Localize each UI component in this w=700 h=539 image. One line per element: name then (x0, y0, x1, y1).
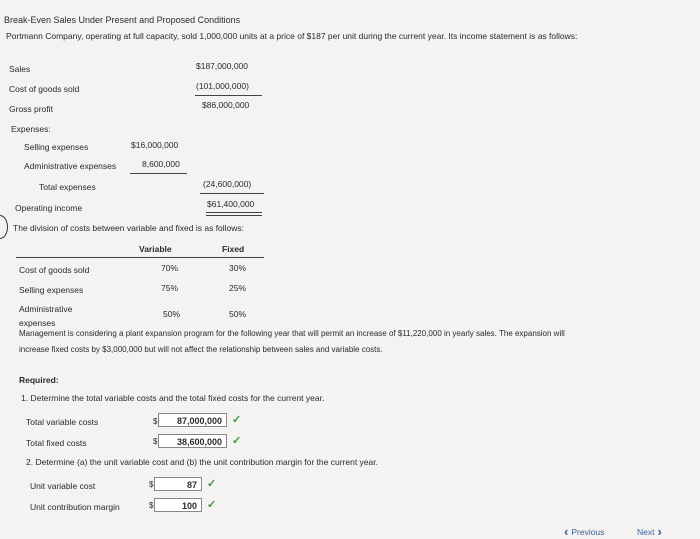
total-expenses-label: Total expenses (39, 182, 96, 192)
admin-label: Administrative expenses (24, 161, 117, 171)
expenses-label: Expenses: (11, 124, 51, 134)
division-row-fixed: 30% (229, 263, 247, 273)
total-variable-costs-input[interactable]: 87,000,000 (158, 413, 227, 427)
division-intro: The division of costs between variable and fixed is as follows: (13, 223, 245, 233)
division-row-label-cont: expenses (19, 318, 56, 328)
cogs-underline (195, 95, 262, 96)
unit-contribution-margin-label: Unit contribution margin (30, 502, 120, 512)
division-row-variable: 75% (161, 283, 179, 293)
division-row-label: Cost of goods sold (19, 265, 90, 275)
currency-symbol: $ (149, 501, 154, 510)
selling-value: $16,000,000 (131, 140, 179, 150)
gross-label: Gross profit (9, 104, 53, 114)
sales-label: Sales (9, 64, 31, 74)
required-label: Required: (19, 375, 59, 385)
check-icon: ✓ (232, 414, 242, 426)
division-row-label: Selling expenses (19, 285, 84, 295)
division-row-variable: 50% (163, 309, 181, 319)
unit-variable-cost-label: Unit variable cost (30, 481, 96, 491)
management-text: Management is considering a plant expansion program for the following year that will permit an increase of $11,220,000 in yearly sales. The expansion will (19, 329, 565, 338)
currency-symbol: $ (153, 437, 158, 446)
division-row-label: Administrative (19, 304, 73, 314)
unit-variable-cost-input[interactable]: 87 (154, 477, 202, 491)
selling-label: Selling expenses (24, 142, 89, 152)
chevron-left-icon: ‹ (564, 524, 569, 539)
col-variable-header: Variable (139, 244, 172, 254)
management-text-cont: increase fixed costs by $3,000,000 but will not affect the relationship between sales and variable costs. (19, 345, 383, 354)
cogs-label: Cost of goods sold (9, 84, 80, 94)
question-2-text: 2. Determine (a) the unit variable cost and (b) the unit contribution margin for the current year. (26, 457, 378, 467)
unit-contribution-margin-input[interactable]: 100 (154, 498, 202, 512)
question-1-text: 1. Determine the total variable costs and the total fixed costs for the current year. (21, 393, 325, 403)
total-underline (200, 193, 264, 194)
division-row-fixed: 25% (229, 283, 247, 293)
total-expenses-value: (24,600,000) (203, 179, 252, 189)
currency-symbol: $ (153, 417, 158, 426)
intro-text: Portmann Company, operating at full capacity, sold 1,000,000 units at a price of $187 per unit during the current year. Its income statement is as follows: (6, 31, 578, 41)
admin-underline (130, 173, 187, 174)
col-fixed-header: Fixed (222, 244, 245, 254)
total-variable-costs-label: Total variable costs (26, 417, 99, 427)
chevron-right-icon: › (657, 524, 662, 539)
admin-value: 8,600,000 (142, 159, 180, 169)
check-icon: ✓ (232, 435, 242, 447)
currency-symbol: $ (149, 480, 154, 489)
sales-value: $187,000,000 (196, 61, 248, 71)
page-title: Break-Even Sales Under Present and Proposed Conditions (4, 15, 241, 25)
total-fixed-costs-input[interactable]: 38,600,000 (158, 434, 227, 448)
check-icon: ✓ (207, 478, 217, 490)
operating-value: $61,400,000 (207, 199, 255, 209)
gross-value: $86,000,000 (202, 100, 250, 110)
cogs-value: (101,000,000) (196, 81, 249, 91)
operating-double-underline (206, 212, 262, 216)
next-label: Next (637, 526, 655, 537)
division-row-variable: 70% (161, 263, 179, 273)
previous-label: Previous (571, 526, 605, 537)
left-edge-arc (0, 215, 8, 239)
total-fixed-costs-label: Total fixed costs (26, 438, 87, 448)
check-icon: ✓ (207, 499, 217, 511)
division-header-rule (16, 257, 264, 258)
division-row-fixed: 50% (229, 309, 247, 319)
operating-label: Operating income (15, 203, 83, 213)
